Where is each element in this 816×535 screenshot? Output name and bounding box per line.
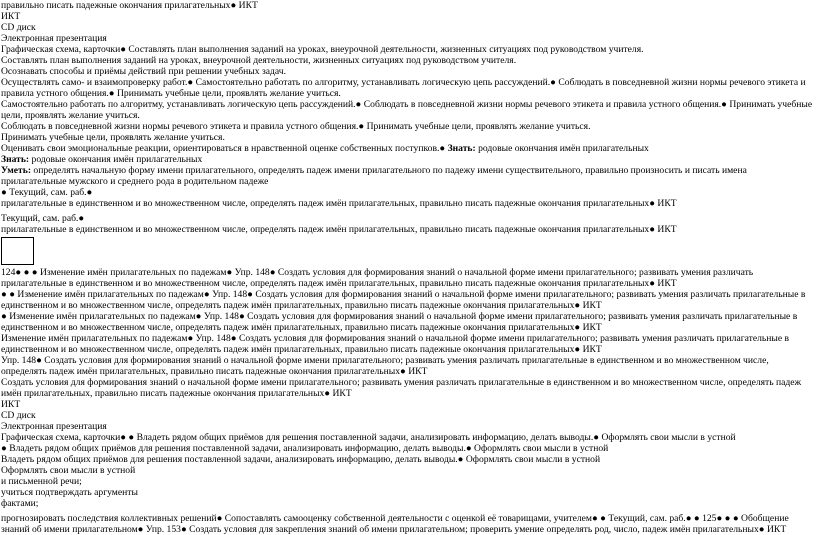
doc-line: прилагательные в единственном и во множественном числе, определять падеж имён прилагательных, правильно писать падежные окончания прилагательных● ИКТ xyxy=(1,198,677,209)
doc-paragraph: ● ● Изменение имён прилагательных по падежам● Упр. 148● Создать условия для формирования знаний о начальной форме имени прилагательного; развивать умения различать прилагательные в единственном и во множественном числе, определять падеж имён прилагательных, правильно писать падежные окончания прилагательных● ИКТ xyxy=(1,289,806,311)
doc-line: Электронная презентация xyxy=(1,421,107,432)
doc-paragraph: прогнозировать последствия коллективных решений● Сопоставлять самооценку собственной деятельности с оценкой её товарищами, учителем● ● Текущий, сам. раб.● ● 125● ● ● Обобщение знаний об имени прилагательном● Упр. 153● Создать условия для закрепления знаний об имени прилагательном; проверить умение определять род, число, падеж имён прилагательных● ИКТ xyxy=(1,513,789,535)
doc-line: Составлять план выполнения заданий на уроках, внеурочной деятельности, жизненных ситуациях под руководством учителя. xyxy=(1,55,517,66)
document-page xyxy=(1,0,813,535)
znat-label: Знать: xyxy=(1,154,30,165)
doc-line: Осознавать способы и приёмы действий при решении учебных задач. xyxy=(1,66,286,77)
doc-line: CD диск xyxy=(1,410,36,421)
znat-text: родовые окончания имён прилагательных xyxy=(29,154,203,165)
doc-line: учиться подтверждать аргументы xyxy=(1,487,138,498)
doc-paragraph: 124● ● ● Изменение имён прилагательных по падежам● Упр. 148● Создать условия для формирования знаний о начальной форме имени прилагательного; развивать умения различать прилагательные в единственном и во множественном числе, определять падеж имён прилагательных, правильно писать падежные окончания прилагательных● ИКТ xyxy=(1,267,754,289)
doc-line: Графическая схема, карточки● ● Владеть рядом общих приёмов для решения поставленной задачи, анализировать информацию, делать выводы.● Оформлять свои мысли в устной xyxy=(1,432,736,443)
doc-line xyxy=(1,154,813,165)
empty-frame xyxy=(1,237,34,265)
doc-line: ИКТ xyxy=(1,399,21,410)
znat-inline-label: Знать: xyxy=(447,143,476,154)
doc-paragraph: Самостоятельно работать по алгоритму, устанавливать логическую цепь рассуждений.● Соблюдать в повседневной жизни нормы речевого этикета и правила устного общения.● Принимать учебные цели, проявлять желание учиться. xyxy=(1,99,813,121)
doc-line: правильно писать падежные окончания прилагательных● ИКТ xyxy=(1,0,258,11)
doc-line: прилагательные в единственном и во множественном числе, определять падеж имён прилагательных, правильно писать падежные окончания прилагательных● ИКТ xyxy=(1,224,677,235)
doc-paragraph: Создать условия для формирования знаний о начальной форме имени прилагательного; развивать умения различать прилагательные в единственном и во множественном числе, определять падеж имён прилагательных, правильно писать падежные окончания прилагательных● ИКТ xyxy=(1,377,802,399)
umet-text: определять начальную форму имени прилагательного, определять падеж имени прилагательного по падежу имени существительного, правильно произносить и писать имена прилагательные мужского и среднего рода в родительном падеже xyxy=(1,165,747,187)
doc-line: Текущий, сам. раб.● xyxy=(1,213,85,224)
doc-paragraph xyxy=(1,165,813,187)
doc-line: Оформлять свои мысли в устной xyxy=(1,465,136,476)
znat-inline-text: родовые окончания имён прилагательных xyxy=(475,143,649,154)
doc-line: Владеть рядом общих приёмов для решения поставленной задачи, анализировать информацию, делать выводы.● Оформлять свои мысли в устной xyxy=(1,454,601,465)
doc-line: Соблюдать в повседневной жизни нормы речевого этикета и правила устного общения.● Принимать учебные цели, проявлять желание учиться. xyxy=(1,121,591,132)
doc-line: ИКТ xyxy=(1,11,21,22)
doc-line xyxy=(1,143,813,154)
doc-paragraph: Осуществлять само- и взаимопроверку работ.● Самостоятельно работать по алгоритму, устанавливать логическую цепь рассуждений.● Соблюдать в повседневной жизни нормы речевого этикета и правила устного общения.● Принимать учебные цели, проявлять желание учиться. xyxy=(1,77,806,99)
doc-line: и письменной речи; xyxy=(1,476,82,487)
doc-line: ● Текущий, сам. раб.● xyxy=(1,187,93,198)
doc-line: CD диск xyxy=(1,22,36,33)
evaluation-text: Оценивать свои эмоциональные реакции, ориентироваться в нравственной оценке собственных поступков.● xyxy=(1,143,448,154)
doc-line: ● Владеть рядом общих приёмов для решения поставленной задачи, анализировать информацию, делать выводы.● Оформлять свои мысли в устной xyxy=(1,443,609,454)
doc-line: Графическая схема, карточки● Составлять план выполнения заданий на уроках, внеурочной деятельности, жизненных ситуациях под руководством учителя. xyxy=(1,44,644,55)
doc-paragraph: ● Изменение имён прилагательных по падежам● Упр. 148● Создать условия для формирования знаний о начальной форме имени прилагательного; развивать умения различать прилагательные в единственном и во множественном числе, определять падеж имён прилагательных, правильно писать падежные окончания прилагательных● ИКТ xyxy=(1,311,798,333)
umet-label: Уметь: xyxy=(1,165,32,176)
doc-line: Принимать учебные цели, проявлять желание учиться. xyxy=(1,132,225,143)
doc-line: фактами; xyxy=(1,498,39,509)
doc-paragraph: Изменение имён прилагательных по падежам● Упр. 148● Создать условия для формирования знаний о начальной форме имени прилагательного; развивать умения различать прилагательные в единственном и во множественном числе, определять падеж имён прилагательных, правильно писать падежные окончания прилагательных● ИКТ xyxy=(1,333,790,355)
doc-line: Электронная презентация xyxy=(1,33,107,44)
doc-paragraph: Упр. 148● Создать условия для формирования знаний о начальной форме имени прилагательного; развивать умения различать прилагательные в единственном и во множественном числе, определять падеж имён прилагательных, правильно писать падежные окончания прилагательных● ИКТ xyxy=(1,355,769,377)
